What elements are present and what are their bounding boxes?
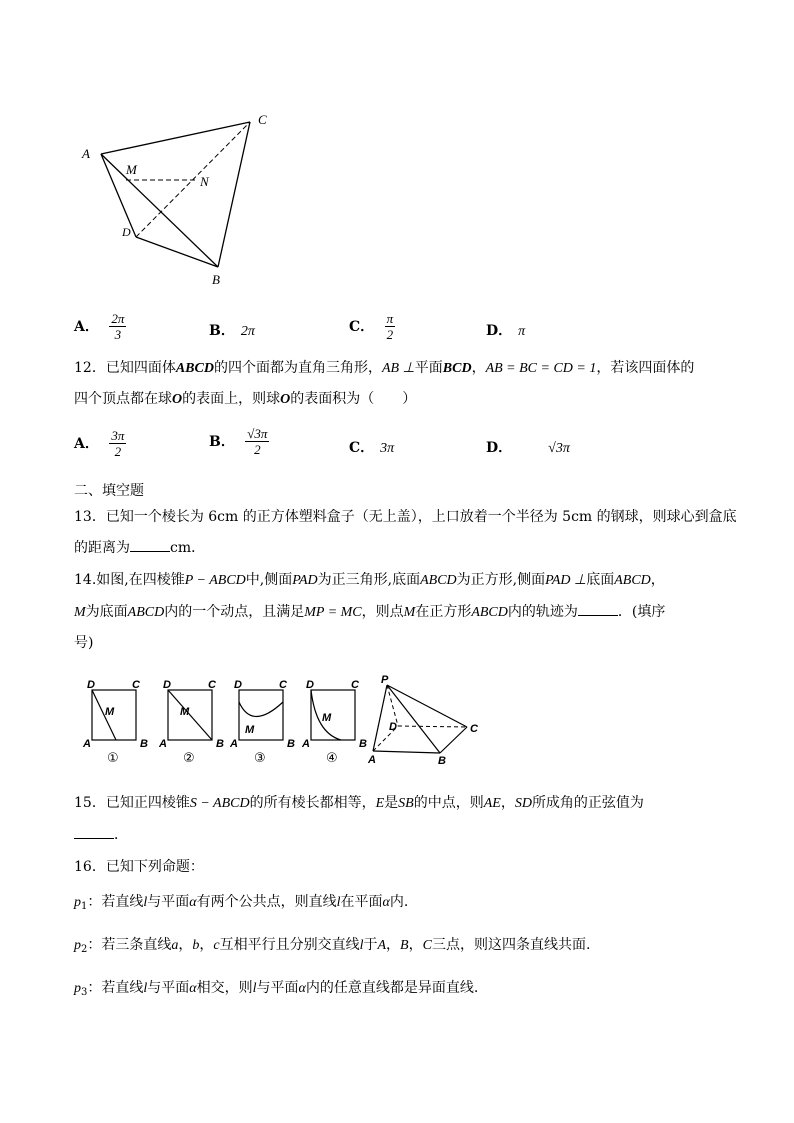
fig1-A: A	[83, 738, 91, 750]
pyr-B: B	[438, 755, 446, 767]
fig11-label-A: A	[82, 146, 90, 161]
fig2-D: D	[163, 679, 171, 691]
fig4-A: A	[302, 738, 310, 750]
q12-option-c: C． 3π	[349, 440, 395, 456]
fig3-D: D	[234, 679, 242, 691]
fig3-B: B	[287, 738, 295, 750]
q12-option-d: D． √3π	[486, 440, 570, 456]
q16-p1: $p_1$：若直线l与平面α有两个公共点，则直线l在平面α内.	[74, 894, 409, 912]
q15-line-1: 15．已知正四棱锥S − ABCD的所有棱长都相等，E是SB的中点，则AE，SD所成角的正弦值为	[74, 795, 644, 811]
pyr-P: P	[381, 674, 389, 686]
fig2-B: B	[216, 738, 224, 750]
fig1-C: C	[132, 679, 140, 691]
q12-option-a-fraction: $\frac{3\pi}{2}$	[111, 428, 125, 459]
trajectory-option-1	[82, 679, 148, 766]
fig4-C: C	[351, 679, 359, 691]
q16-intro: 16．已知下列命题：	[74, 859, 204, 875]
fig11-label-N: N	[200, 174, 209, 189]
trajectory-option-3	[229, 679, 295, 766]
q11-option-a-fraction: $\frac{2\pi}{3}$	[111, 311, 125, 342]
q13-line-1: 13．已知一个棱长为 6cm 的正方体塑料盒子（无上盖），上口放着一个半径为 5cm 的钢球，则球心到盒底	[74, 509, 737, 525]
trajectory-option-2	[158, 679, 224, 766]
q14-answer-blank	[578, 603, 618, 616]
pyr-A: A	[368, 754, 376, 766]
q15-answer-blank	[74, 826, 114, 839]
pyr-C: C	[470, 723, 478, 735]
q11-option-d: D． π	[486, 323, 526, 339]
fig2-A: A	[159, 738, 167, 750]
q12-line-2: 四个顶点都在球O的表面上，则球O的表面积为（ ）	[74, 391, 417, 407]
fig3-number: ③	[254, 751, 266, 766]
q16-p3: $p_3$：若直线l与平面α相交，则l与平面α内的任意直线都是异面直线.	[74, 980, 479, 998]
fig4-B: B	[359, 738, 367, 750]
fig1-D: D	[87, 679, 95, 691]
q15-line-2: ．	[74, 824, 128, 844]
q14-line-3: 号)	[74, 635, 94, 651]
q12-option-a: A． $\frac{3\pi}{2}$	[74, 428, 125, 459]
q11-option-c: C． $\frac{\pi}{2}$	[349, 311, 394, 342]
fig2-number: ②	[183, 751, 195, 766]
fig3-M: M	[245, 724, 255, 736]
q16-p2: $p_2$：若三条直线a，b，c互相平行且分别交直线l于A，B，C三点，则这四条直线共面.	[74, 937, 591, 955]
q14-figures	[80, 675, 500, 775]
q14-line-2: M为底面ABCD内的一个动点，且满足MP = MC，则点M在正方形ABCD内的轨迹为 ．(填序	[74, 604, 666, 620]
q11-option-a: A． $\frac{2\pi}{3}$	[74, 311, 125, 342]
q12-option-b: B． $\frac{√3\pi}{2}$	[209, 426, 268, 457]
fig11-label-D: D	[122, 225, 131, 239]
fig4-M: M	[322, 712, 332, 724]
q12-line-1: 12．已知四面体ABCD的四个面都为直角三角形，AB ⊥平面BCD，AB = BC = CD = 1，若该四面体的	[74, 360, 695, 376]
fig11-label-M: M	[126, 162, 137, 177]
section-heading: 二、填空题	[74, 483, 144, 499]
trajectory-option-4	[301, 679, 367, 766]
fig1-number: ①	[107, 751, 119, 766]
tetrahedron-figure	[78, 110, 298, 290]
fig3-C: C	[279, 679, 287, 691]
q11-option-c-fraction: $\frac{\pi}{2}$	[386, 311, 394, 342]
fig1-M: M	[105, 706, 115, 718]
pyr-D: D	[389, 721, 397, 733]
fig3-A: A	[230, 738, 238, 750]
fig11-label-C: C	[258, 112, 267, 127]
fig11-label-B: B	[212, 272, 220, 287]
fig4-number: ④	[326, 751, 338, 766]
fig2-M: M	[180, 706, 190, 718]
fig1-B: B	[140, 738, 148, 750]
q13-line-2: 的距离为 cm．	[74, 540, 206, 556]
fig4-D: D	[306, 679, 314, 691]
fig2-C: C	[208, 679, 216, 691]
q11-option-b: B． 2π	[209, 323, 255, 339]
q14-line-1: 14.如图,在四棱锥P − ABCD中,侧面PAD为正三角形,底面ABCD为正方形,侧面PAD ⊥底面ABCD，	[74, 572, 665, 588]
pyramid-figure	[367, 674, 479, 767]
q12-option-b-fraction: $\frac{√3\pi}{2}$	[247, 426, 268, 457]
q13-answer-blank	[130, 539, 170, 552]
